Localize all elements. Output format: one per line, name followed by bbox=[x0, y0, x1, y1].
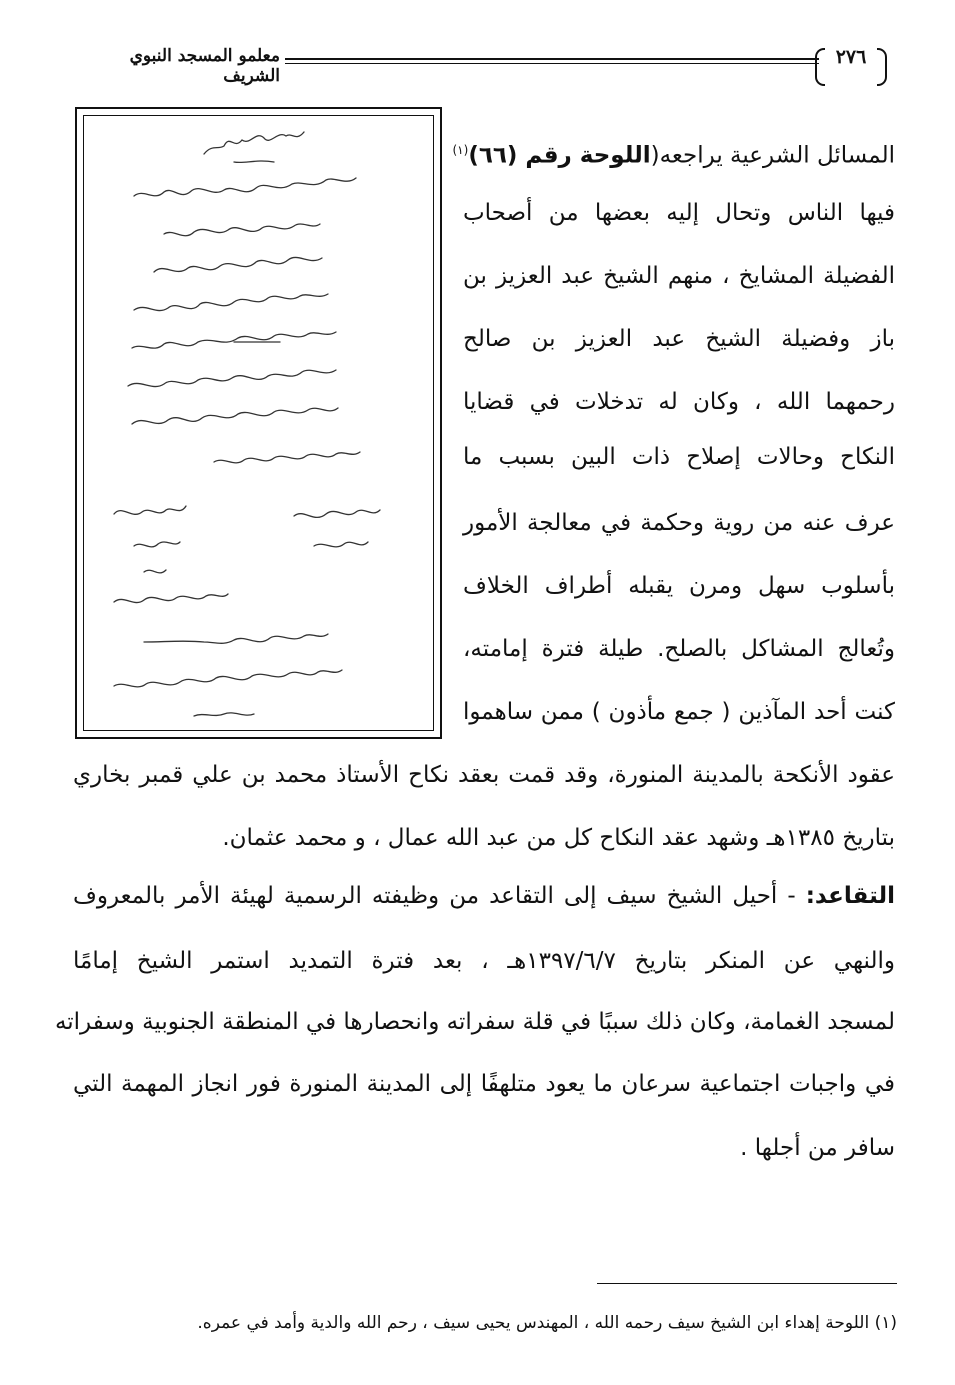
text-line: فيها الناس وتحال إليه بعضها من أصحاب bbox=[463, 200, 895, 226]
text-line: في واجبات اجتماعية سرعان ما يعود متلهفًا إلى المدينة المنورة فور انجاز المهمة التي bbox=[73, 1071, 895, 1097]
running-title: معلمو المسجد النبوي الشريف bbox=[129, 46, 280, 86]
plate-reference: اللوحة رقم (٦٦) bbox=[468, 142, 651, 169]
header-rule bbox=[285, 58, 819, 60]
text-line: سافر من أجلها . bbox=[740, 1135, 895, 1161]
footnote-marker: (١) bbox=[452, 143, 469, 157]
certificate-plate-inner-frame bbox=[83, 115, 434, 731]
footnote: (١) اللوحة إهداء ابن الشيخ سيف رحمه الله ، المهندس يحيى سيف ، رحم الله والدية وأمد في عمره. bbox=[197, 1313, 897, 1333]
text-run: - أحيل الشيخ سيف إلى التقاعد من وظيفته الرسمية لهيئة الأمر بالمعروف bbox=[73, 883, 806, 909]
header-rule-thin bbox=[285, 63, 819, 64]
text-line: بتاريخ ١٣٨٥هـ وشهد عقد النكاح كل من عبد الله عمال ، و محمد عثمان. bbox=[222, 825, 895, 851]
page-number bbox=[819, 42, 883, 72]
bracket-left bbox=[815, 48, 825, 86]
text-line: وتُعالج المشاكل بالصلح. طيلة فترة إمامته، bbox=[463, 636, 895, 662]
text-line: الفضيلة المشايخ ، منهم الشيخ عبد العزيز بن bbox=[463, 263, 895, 289]
text-run: المسائل الشرعية يراجعه( bbox=[650, 142, 895, 169]
text-line: بأسلوب سهل ومرن يقبله أطراف الخلاف bbox=[463, 573, 895, 599]
text-line: باز وفضيلة الشيخ عبد العزيز بن صالح bbox=[463, 326, 895, 352]
running-header bbox=[75, 34, 897, 86]
section-label: التقاعد: bbox=[805, 883, 895, 909]
certificate-plate-image bbox=[75, 107, 442, 739]
text-line: لمسجد الغمامة، وكان ذلك سببًا في قلة سفراته وانحصارها في المنطقة الجنوبية وسفراته bbox=[54, 1009, 895, 1035]
text-line bbox=[73, 876, 895, 916]
footnote-separator bbox=[597, 1283, 897, 1284]
text-line: النكاح وحالات إصلاح ذات البين بسبب ما bbox=[463, 444, 895, 470]
page-number-text: ٢٧٦ bbox=[835, 46, 867, 68]
text-line: عقود الأنكحة بالمدينة المنورة، وقد قمت بعقد نكاح الأستاذ محمد بن علي قمبر بخاري bbox=[73, 762, 895, 788]
text-line: عرف عنه من روية وحكمة في معالجة الأمور bbox=[463, 510, 895, 536]
handwriting-scribbles bbox=[84, 116, 429, 726]
text-line: كنت أحد المآذين ( جمع مأذون ) ممن ساهموا bbox=[463, 699, 895, 725]
bracket-right bbox=[877, 48, 887, 86]
text-line: والنهي عن المنكر بتاريخ ١٣٩٧/٦/٧هـ ، بعد فترة التمديد استمر الشيخ إمامًا bbox=[73, 948, 895, 974]
text-line bbox=[452, 130, 895, 170]
text-line: رحمهما الله ، وكان له تدخلات في قضايا bbox=[463, 389, 895, 415]
